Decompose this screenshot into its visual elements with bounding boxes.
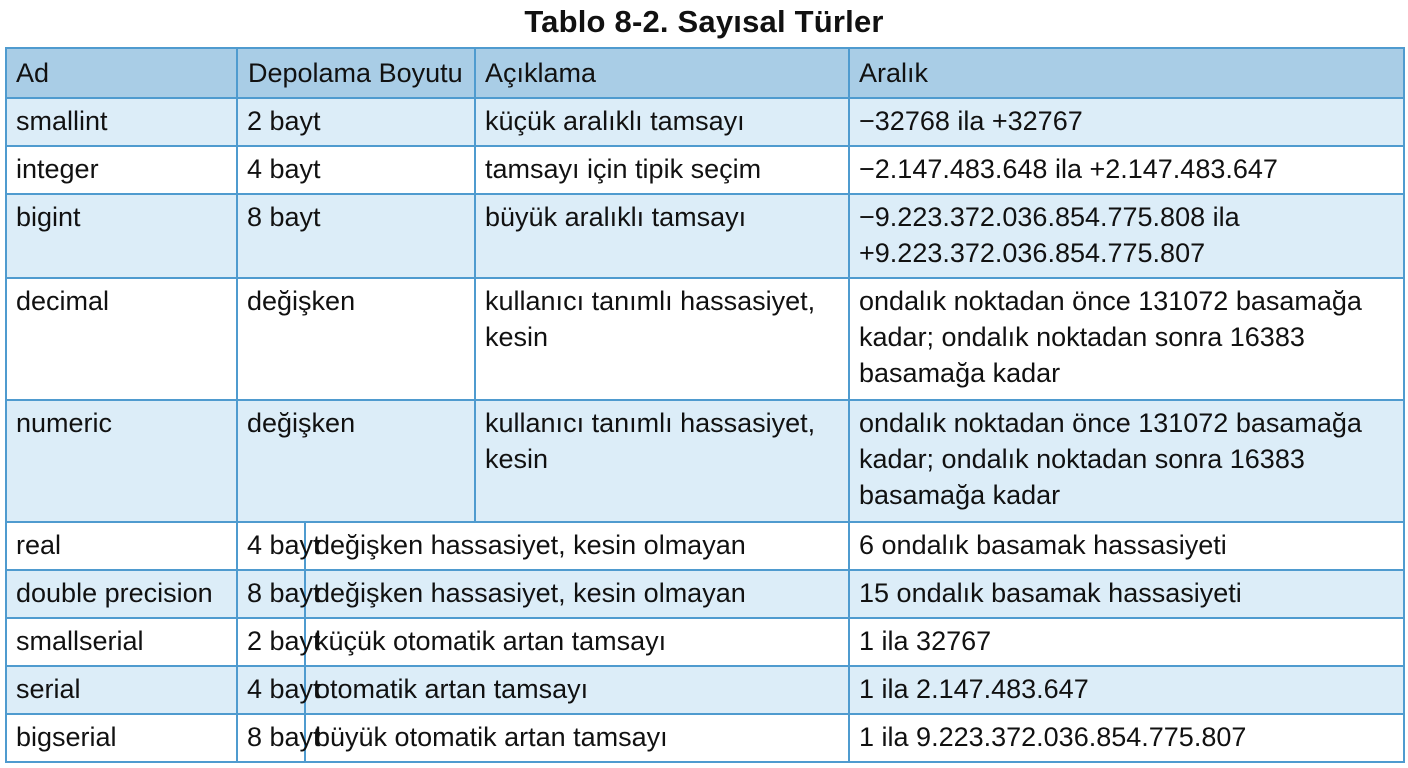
cell-storage: 8 bayt bbox=[237, 714, 305, 762]
cell-description: büyük aralıklı tamsayı bbox=[475, 194, 849, 278]
cell-description: değişken hassasiyet, kesin olmayan bbox=[305, 522, 849, 570]
cell-name: real bbox=[6, 522, 237, 570]
table-row bbox=[6, 400, 1404, 522]
cell-name: decimal bbox=[6, 278, 237, 400]
table-row bbox=[6, 618, 1404, 666]
cell-storage: 2 bayt bbox=[237, 618, 305, 666]
table-row bbox=[6, 278, 1404, 400]
cell-storage: 2 bayt bbox=[237, 98, 475, 146]
cell-storage: 4 bayt bbox=[237, 146, 475, 194]
cell-storage: değişken bbox=[237, 400, 475, 522]
table-row bbox=[6, 570, 1404, 618]
header-name: Ad bbox=[6, 48, 237, 98]
cell-name: smallint bbox=[6, 98, 237, 146]
cell-name: smallserial bbox=[6, 618, 237, 666]
cell-storage: 8 bayt bbox=[237, 194, 475, 278]
cell-range: 15 ondalık basamak hassasiyeti bbox=[849, 570, 1404, 618]
cell-range: 1 ila 9.223.372.036.854.775.807 bbox=[849, 714, 1404, 762]
table-row bbox=[6, 98, 1404, 146]
cell-description: tamsayı için tipik seçim bbox=[475, 146, 849, 194]
cell-name: bigserial bbox=[6, 714, 237, 762]
numeric-types-table bbox=[5, 47, 1405, 763]
cell-storage: 4 bayt bbox=[237, 666, 305, 714]
cell-name: numeric bbox=[6, 400, 237, 522]
table-row bbox=[6, 522, 1404, 570]
cell-range: 6 ondalık basamak hassasiyeti bbox=[849, 522, 1404, 570]
cell-range: ondalık noktadan önce 131072 basamağa kadar; ondalık noktadan sonra 16383 basamağa kadar bbox=[849, 400, 1404, 522]
table-row bbox=[6, 714, 1404, 762]
cell-range: 1 ila 2.147.483.647 bbox=[849, 666, 1404, 714]
header-storage: Depolama Boyutu bbox=[237, 48, 475, 98]
cell-storage: 4 bayt bbox=[237, 522, 305, 570]
cell-range: −9.223.372.036.854.775.808 ila +9.223.372.036.854.775.807 bbox=[849, 194, 1404, 278]
table-row bbox=[6, 194, 1404, 278]
cell-range: 1 ila 32767 bbox=[849, 618, 1404, 666]
cell-description: kullanıcı tanımlı hassasiyet, kesin bbox=[475, 278, 849, 400]
cell-range: ondalık noktadan önce 131072 basamağa kadar; ondalık noktadan sonra 16383 basamağa kadar bbox=[849, 278, 1404, 400]
cell-description: kullanıcı tanımlı hassasiyet, kesin bbox=[475, 400, 849, 522]
cell-description: küçük aralıklı tamsayı bbox=[475, 98, 849, 146]
cell-description: küçük otomatik artan tamsayı bbox=[305, 618, 849, 666]
cell-description: değişken hassasiyet, kesin olmayan bbox=[305, 570, 849, 618]
cell-description: büyük otomatik artan tamsayı bbox=[305, 714, 849, 762]
cell-storage: değişken bbox=[237, 278, 475, 400]
table-row bbox=[6, 666, 1404, 714]
table-row bbox=[6, 146, 1404, 194]
cell-name: bigint bbox=[6, 194, 237, 278]
table-title: Tablo 8-2. Sayısal Türler bbox=[524, 4, 884, 39]
cell-range: −2.147.483.648 ila +2.147.483.647 bbox=[849, 146, 1404, 194]
cell-description: otomatik artan tamsayı bbox=[305, 666, 849, 714]
header-row bbox=[6, 48, 1404, 98]
cell-range: −32768 ila +32767 bbox=[849, 98, 1404, 146]
header-range: Aralık bbox=[849, 48, 1404, 98]
header-description: Açıklama bbox=[475, 48, 849, 98]
cell-storage: 8 bayt bbox=[237, 570, 305, 618]
cell-name: serial bbox=[6, 666, 237, 714]
cell-name: integer bbox=[6, 146, 237, 194]
cell-name: double precision bbox=[6, 570, 237, 618]
